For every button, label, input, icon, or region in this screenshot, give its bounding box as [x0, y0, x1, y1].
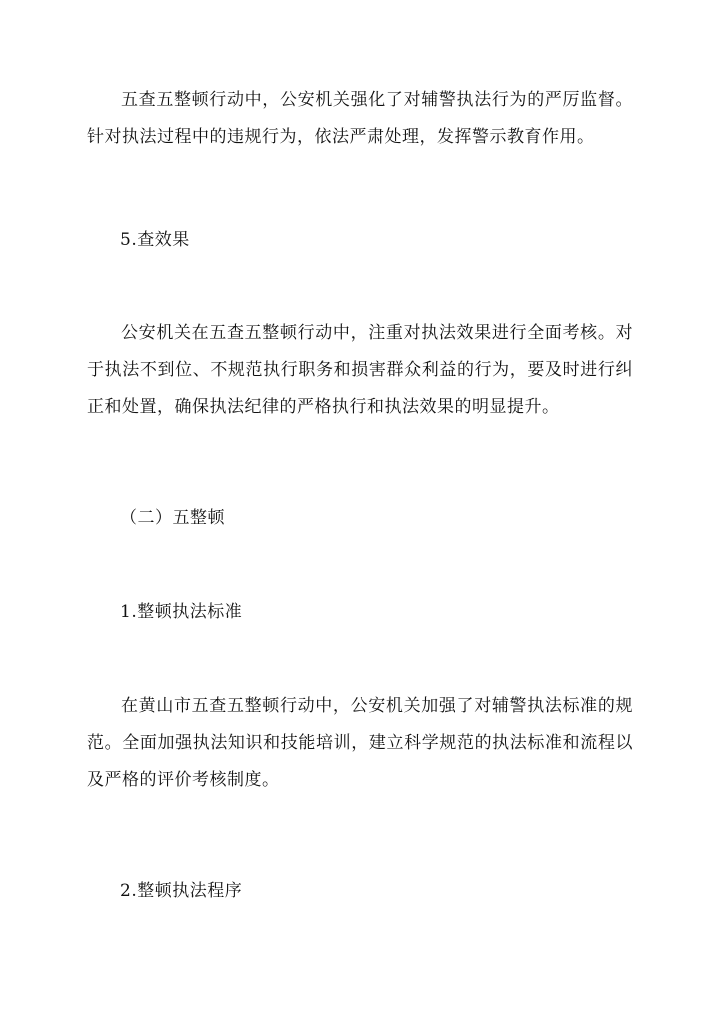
- heading-check-effect: 5.查效果: [120, 230, 190, 250]
- heading-rectify-standards: 1.整顿执法标准: [120, 602, 243, 622]
- paragraph-standards: 在黄山市五查五整顿行动中，公安机关加强了对辅警执法标准的规范。全面加强执法知识和技能培训，建立科学规范的执法标准和流程以及严格的评价考核制度。: [87, 696, 633, 790]
- paragraph-effect-assessment: 公安机关在五查五整顿行动中，注重对执法效果进行全面考核。对于执法不到位、不规范执行职务和损害群众利益的行为，要及时进行纠正和处置，确保执法纪律的严格执行和执法效果的明显提升。: [87, 323, 633, 417]
- paragraph-supervision: 五查五整顿行动中，公安机关强化了对辅警执法行为的严厉监督。针对执法过程中的违规行为，依法严肃处理，发挥警示教育作用。: [87, 90, 633, 147]
- heading-rectify-procedures: 2.整顿执法程序: [120, 881, 243, 901]
- heading-five-rectifications: （二）五整顿: [120, 508, 225, 528]
